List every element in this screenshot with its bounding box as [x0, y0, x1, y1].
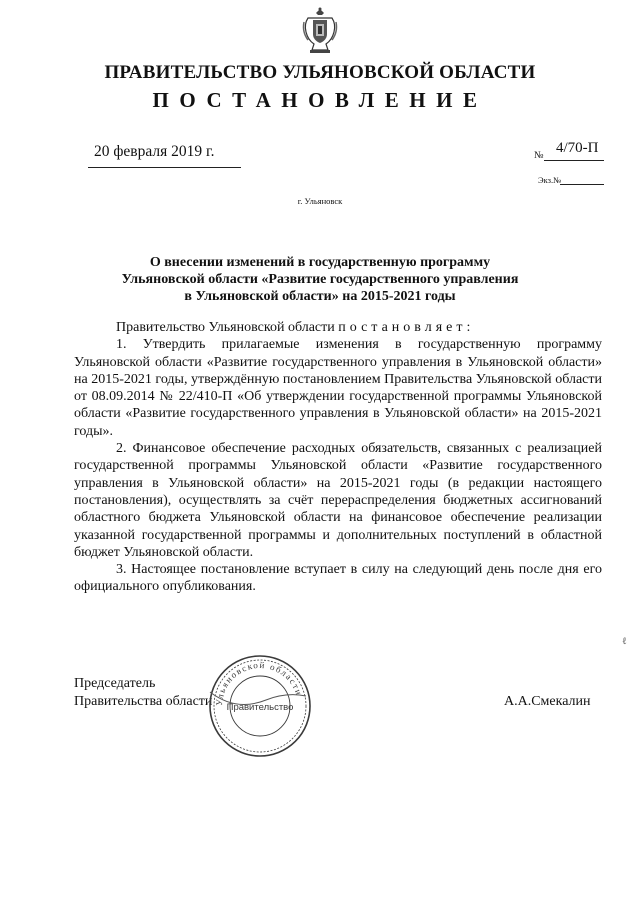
copy-number-label: Экз.№	[538, 175, 562, 185]
signatory-title-line2: Правительства области	[74, 694, 213, 709]
document-date: 20 февраля 2019 г.	[94, 143, 215, 160]
subject-line: О внесении изменений в государственную программу	[149, 255, 491, 270]
intro-paragraph	[74, 319, 602, 336]
organization-name: ПРАВИТЕЛЬСТВО УЛЬЯНОВСКОЙ ОБЛАСТИ	[104, 62, 536, 83]
number-sign: №	[534, 150, 544, 161]
paragraph-1: 1. Утвердить прилагаемые изменения в государственную программу Ульяновской области «Развитие государственного управления в Ульяновской области» на 2015-2021 годы, утверждённую постановлением Правительства Ульяновской области от 08.09.2014 № 22/410-П «Об утверждении государственной программы Ульяновской области «Развитие государственного управления в Ульяновской области» на 2015-2021 годы».	[74, 337, 602, 439]
coat-of-arms-icon	[300, 6, 340, 56]
copy-number-underline	[560, 184, 604, 185]
paragraph-2: 2. Финансовое обеспечение расходных обязательств, связанных с реализацией государственной программы Ульяновской области «Развитие государственного управления в Ульяновской области» на 2015-2021 годы (в редакции настоящего постановления), осуществлять за счёт перераспределения бюджетных ассигнований областного бюджета Ульяновской области на финансовое обеспечение реализации указанной государственной программы и дополнительных поступлений в областной бюджет Ульяновской области.	[74, 441, 602, 560]
intro-prefix: Правительство Ульяновской области	[116, 320, 339, 335]
signatory-name: А.А.Смекалин	[504, 694, 591, 709]
document-number: 4/70-П	[556, 140, 599, 156]
city-name: г. Ульяновск	[297, 196, 343, 206]
document-type-title: ПОСТАНОВЛЕНИЕ	[152, 88, 488, 112]
intro-resolves: постановляет:	[338, 320, 475, 335]
signatory-title-line1: Председатель	[74, 676, 156, 691]
paragraph-3: 3. Настоящее постановление вступает в силу на следующий день после дня его официального опубликования.	[74, 562, 602, 595]
svg-text:Правительство: Правительство	[226, 702, 294, 713]
date-underline	[88, 167, 241, 168]
number-underline	[544, 160, 604, 161]
document-body	[74, 319, 602, 596]
margin-mark: ℓ	[622, 636, 627, 647]
svg-text:Ульяновской области: Ульяновской области	[213, 659, 305, 707]
subject-line: Ульяновской области «Развитие государственного управления	[121, 272, 519, 287]
official-stamp-seal	[206, 652, 314, 760]
document-subject	[90, 254, 550, 305]
subject-line: в Ульяновской области» на 2015-2021 годы	[184, 289, 456, 304]
